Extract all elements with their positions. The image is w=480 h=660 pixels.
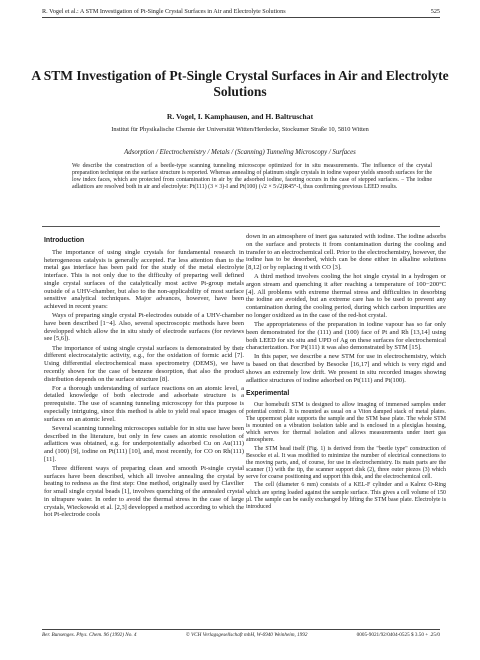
article-title: A STM Investigation of Pt-Single Crystal Surfaces in Air and Electrolyte Solutions <box>31 68 449 99</box>
paragraph: For a thorough understanding of surface reactions on an atomic level, a detailed knowledge of both electrode and adsorbate structure is a prerequisite. The use of scanning tunneling microscopy for this purpose is especially intriguing, since this method is able to yield real space images of surfaces on an atomic level. <box>44 384 244 423</box>
paragraph: A third method involves cooling the hot single crystal in a hydrogen or argon stream and quenching it after reaching a temperature of 100−200°C [4]. All problems with extreme thermal stress and difficulties in desorbing the iodine are avoided, but an extreme care has to be used to prevent any contamination during the cooling period, during which carbon impurities are no longer oxidized as in the case of the red-hot crystal. <box>246 273 446 319</box>
journal-citation: Ber. Bunsenges. Phys. Chem. 96 (1992) No. 4 <box>42 632 137 638</box>
paragraph: The STM head itself (Fig. 1) is derived from the "beetle type" construction of Besocke et al. It was modified to minimize the number of electrical connections to the moving parts, and, of course, for use in electrochemistry. Its main parts are the scanner (1) with the tip, the scanner support disk (2), three outer piezos (3) which serve for coarse positioning and support this disk, and the electrochemical cell. <box>246 445 446 481</box>
keywords: Adsorption / Electrochemistry / Metals / (Scanning) Tunneling Microscopy / Surfaces <box>124 149 356 156</box>
abstract: We describe the construction of a beetle-type scanning tunneling microscope optimized for in situ measurements. The influence of the crystal preparation technique on the surface structure is reported. Whereas annealing of platinum single crystals in iodine vapour yields smooth surfaces for the low index faces, which are protected from contamination in air by the adsorbed iodine, faceting occurs in the case of stepped surfaces. − The iodine adlattices are resolved both in air and electrolyte: Pt(111) (3 × 3)-I and Pt(100) (√2 × 5√2)R45°-I, thus confirming previous LEED results. <box>72 163 432 191</box>
institute: Institut für Physikalische Chemie der Universität Witten/Herdecke, Stockumer Straße 10, 5810 Witten <box>111 126 369 133</box>
abstract-divider <box>42 226 440 227</box>
running-head-title: R. Vogel et al.: A STM Investigation of Pt-Single Crystal Surfaces in Air and Electrolyte Solutions <box>42 8 286 15</box>
publisher-line: © VCH Verlagsgesellschaft mbH, W-6940 Weinheim, 1992 <box>185 632 308 638</box>
right-column <box>246 233 446 511</box>
paragraph: The appropriateness of the preparation in iodine vapour has so far only been demonstrated for the (111) and (100) face of Pt and Rh [13,14] using both LEED for six situ and UPD of Ag on these surfaces for electrochemical characterization. For Pt(111) it was also demonstrated by STM [15]. <box>246 321 446 352</box>
running-head <box>42 8 440 18</box>
left-column <box>44 233 244 519</box>
section-heading-introduction: Introduction <box>44 237 85 244</box>
page-number: 525 <box>430 8 440 15</box>
paragraph: The cell (diameter 6 mm) consists of a KEL-F cylinder and a Kalrez O-Ring which are spring loaded against the sample surface. This gives a cell volume of 150 µl. The sample can be easily exchanged by lifting the STM base plate. Electrolyte is introduced <box>246 482 446 510</box>
paragraph: In this paper, we describe a new STM for use in electrochemistry, which is based on that described by Besocke [16,17] and which is very rigid and shows an extremely low drift. We present in situ recorded images showing adlattice structures of iodine adsorbed on Pt(111) and Pt(100). <box>246 353 446 384</box>
paragraph: The importance of using single crystals for fundamental research in heterogeneous catalysis is generally accepted. Far less attention than to the metal gas interface has been paid for the study of the metal electrolyte interface. This is not only due to the difficulty of preparing well defined single crystal surfaces of the catalytically most active Pt-group metals outside of a UHV-chamber, but also to the non-applicability of most surface sensitive analytical techniques. Major advances, however, have been achieved in recent years: <box>44 248 244 310</box>
paragraph: Our homebuilt STM is designed to allow imaging of immersed samples under potential control. It is mounted as usual on a Viton damped stack of metal plates. The uppermost plate supports the sample and the STM base plate. The whole STM is mounted on a vibration isolation table and is enclosed in a plexiglas housing, which serves for thermal isolation and allows measurements under inert gas atmosphere. <box>246 402 446 444</box>
section-heading-experimental: Experimental <box>246 390 290 398</box>
article-code: 0005-9021/92/0404-0525 $ 3.50 + .25/0 <box>356 632 440 638</box>
experimental-text <box>246 402 446 510</box>
paragraph: down in an atmosphere of inert gas saturated with iodine. The iodine adsorbs on the surface and protects it from contamination during the cooling and transfer to an electrochemical cell. Prior to the electrochemistry, however, the iodine has to be desorbed, which can be done either in alkaline solutions [8,12] or by replacing it with CO [3]. <box>246 233 446 271</box>
footer <box>42 629 440 638</box>
paragraph: Three different ways of preparing clean and smooth Pt-single crystal surfaces have been described, which all involve annealing the crystal by heating to redness as the first step: One method, originally used by Clavilier for small single crystal beads [1], involves quenching of the annealed crystal in ultrapure water. In order to avoid the thermal stress in the case of large crystals, Wieckowski et al. [2,3] developped a method according to which the hot Pt-electrode cools <box>44 464 244 519</box>
paragraph: Several scanning tunneling microscopes suitable for in situ use have been described in the literature, but only in few cases an atomic resolution of adlattices was obtained, e.g. for underpotentially adsorbed Cu on Au(111) and (100) [9], iodine on Pt(111) [10], and, most recently, for CO on Rh(111) [11]. <box>44 424 244 463</box>
authors: R. Vogel, I. Kamphausen, and H. Baltruschat <box>166 112 314 121</box>
paragraph: The importance of using single crystal surfaces is demonstrated by their different electrocatalytic activity, e.g., for the oxidation of formic acid [7]. Using differential electrochemical mass spectrometry (DEMS), we have recently shown for the case of benzene desorption, that also the product distribution depends on the surface structure [8]. <box>44 344 244 383</box>
paragraph: Ways of preparing single crystal Pt-electrodes outside of a UHV-chamber have been described [1−4]. Also, several spectroscopic methods have been developped which allow the in situ study of electrode surfaces (for reviews see [5,6]). <box>44 312 244 343</box>
